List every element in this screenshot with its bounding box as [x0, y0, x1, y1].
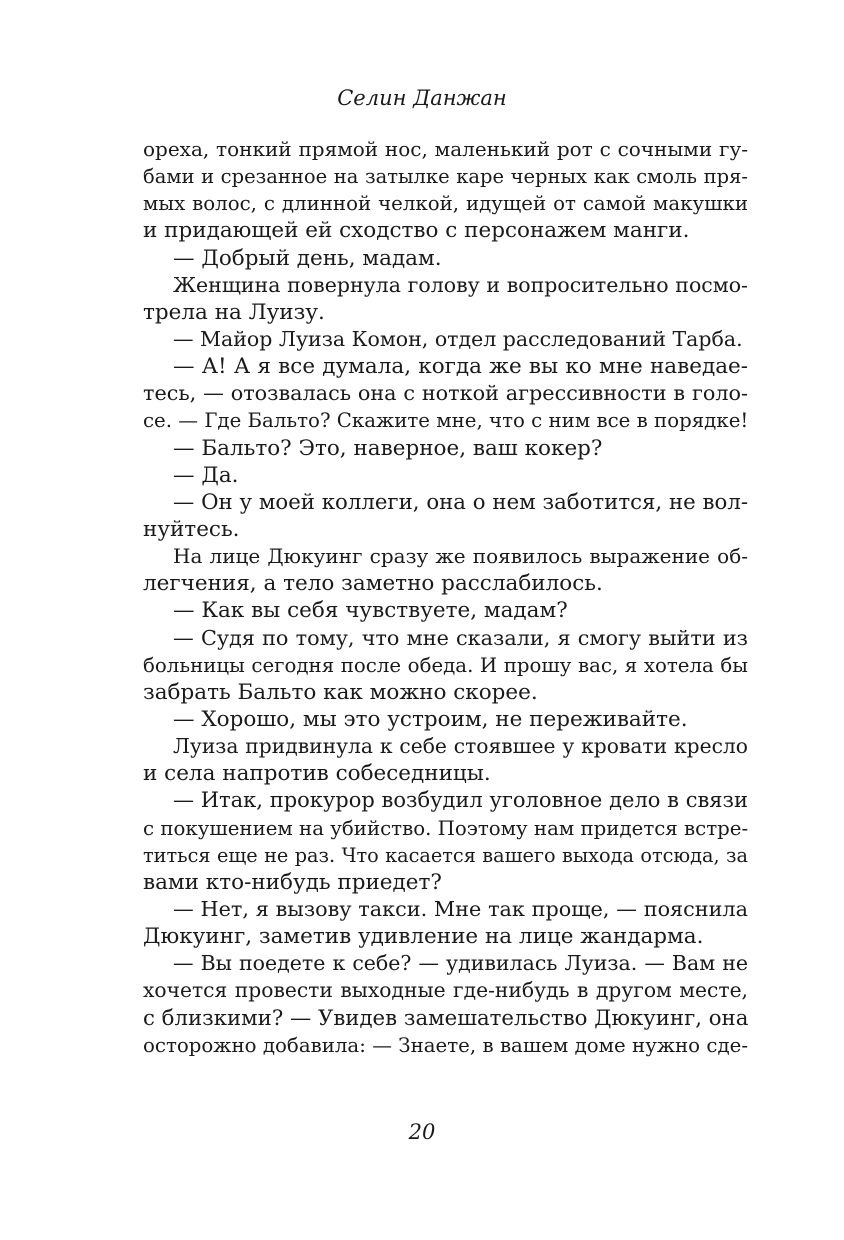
text-line: легчения, а тело заметно расслабилось.	[143, 571, 603, 597]
text-line: трела на Луизу.	[143, 299, 325, 325]
text-line: Дюкуинг, заметив удивление на лице жандарма.	[143, 924, 704, 950]
text-line: нуйтесь.	[143, 516, 240, 542]
text-line: — А! А я все думала, когда же вы ко мне наведае-	[173, 354, 748, 380]
page-number: 20	[408, 1120, 436, 1144]
text-line: — Он у моей коллеги, она о нем заботится, не вол-	[173, 489, 748, 515]
text-line: Женщина повернула голову и вопросительно посмо-	[173, 272, 748, 297]
running-header-author: Селин Данжан	[337, 86, 507, 110]
text-line: — Хорошо, мы это устроим, не переживайте.	[173, 706, 688, 732]
text-line: с покушением на убийство. Поэтому нам придется встре-	[143, 816, 748, 840]
text-line: — Майор Луиза Комон, отдел расследований Тарба.	[173, 326, 743, 351]
text-line: — Судя по тому, что мне сказали, я смогу выйти из	[173, 625, 748, 650]
text-line: тесь, — отозвалась она с ноткой агрессивности в голо-	[143, 381, 748, 406]
text-line: се. — Где Бальто? Скажите мне, что с ним все в порядке!	[143, 409, 748, 433]
page-body-text	[143, 136, 748, 1059]
text-line: с близкими? — Увидев замешательство Дюкуинг, она	[143, 1005, 748, 1031]
text-line: мых волос, с длинной челкой, идущей от самой макушки	[143, 192, 748, 216]
text-line: Луиза придвинула к себе стоявшее у кровати кресло	[173, 734, 748, 759]
text-line: — Вы поедете к себе? — удивилась Луиза. — Вам не	[173, 951, 748, 976]
text-line: — Бальто? Это, наверное, ваш кокер?	[173, 435, 603, 461]
text-line: бами и срезанное на затылке каре черных как смоль пря-	[143, 165, 748, 189]
text-line: — Добрый день, мадам.	[173, 245, 442, 271]
text-line: ореха, тонкий прямой нос, маленький рот с сочными гу-	[143, 137, 748, 161]
text-line: забрать Бальто как можно скорее.	[143, 679, 538, 705]
text-line: — Итак, прокурор возбудил уголовное дело в связи	[173, 788, 748, 813]
text-line: титься еще не раз. Что касается вашего выхода отсюда, за	[143, 843, 748, 867]
text-line: больницы сегодня после обеда. И прошу вас, я хотела бы	[143, 653, 748, 677]
text-line: хочется провести выходные где-нибудь в другом месте,	[143, 978, 748, 1003]
text-line: — Да.	[173, 462, 239, 488]
text-line: На лице Дюкуинг сразу же появилось выражение об-	[173, 544, 748, 569]
text-line: осторожно добавила: — Знаете, в вашем доме нужно сде-	[143, 1033, 748, 1057]
text-line: вами кто-нибудь приедет?	[143, 869, 442, 895]
text-line: и придающей ей сходство с персонажем манги.	[143, 218, 690, 244]
text-line: и села напротив собеседницы.	[143, 761, 491, 787]
text-line: — Нет, я вызову такси. Мне так проще, — пояснила	[173, 896, 748, 921]
text-line: — Как вы себя чувствуете, мадам?	[173, 598, 568, 624]
